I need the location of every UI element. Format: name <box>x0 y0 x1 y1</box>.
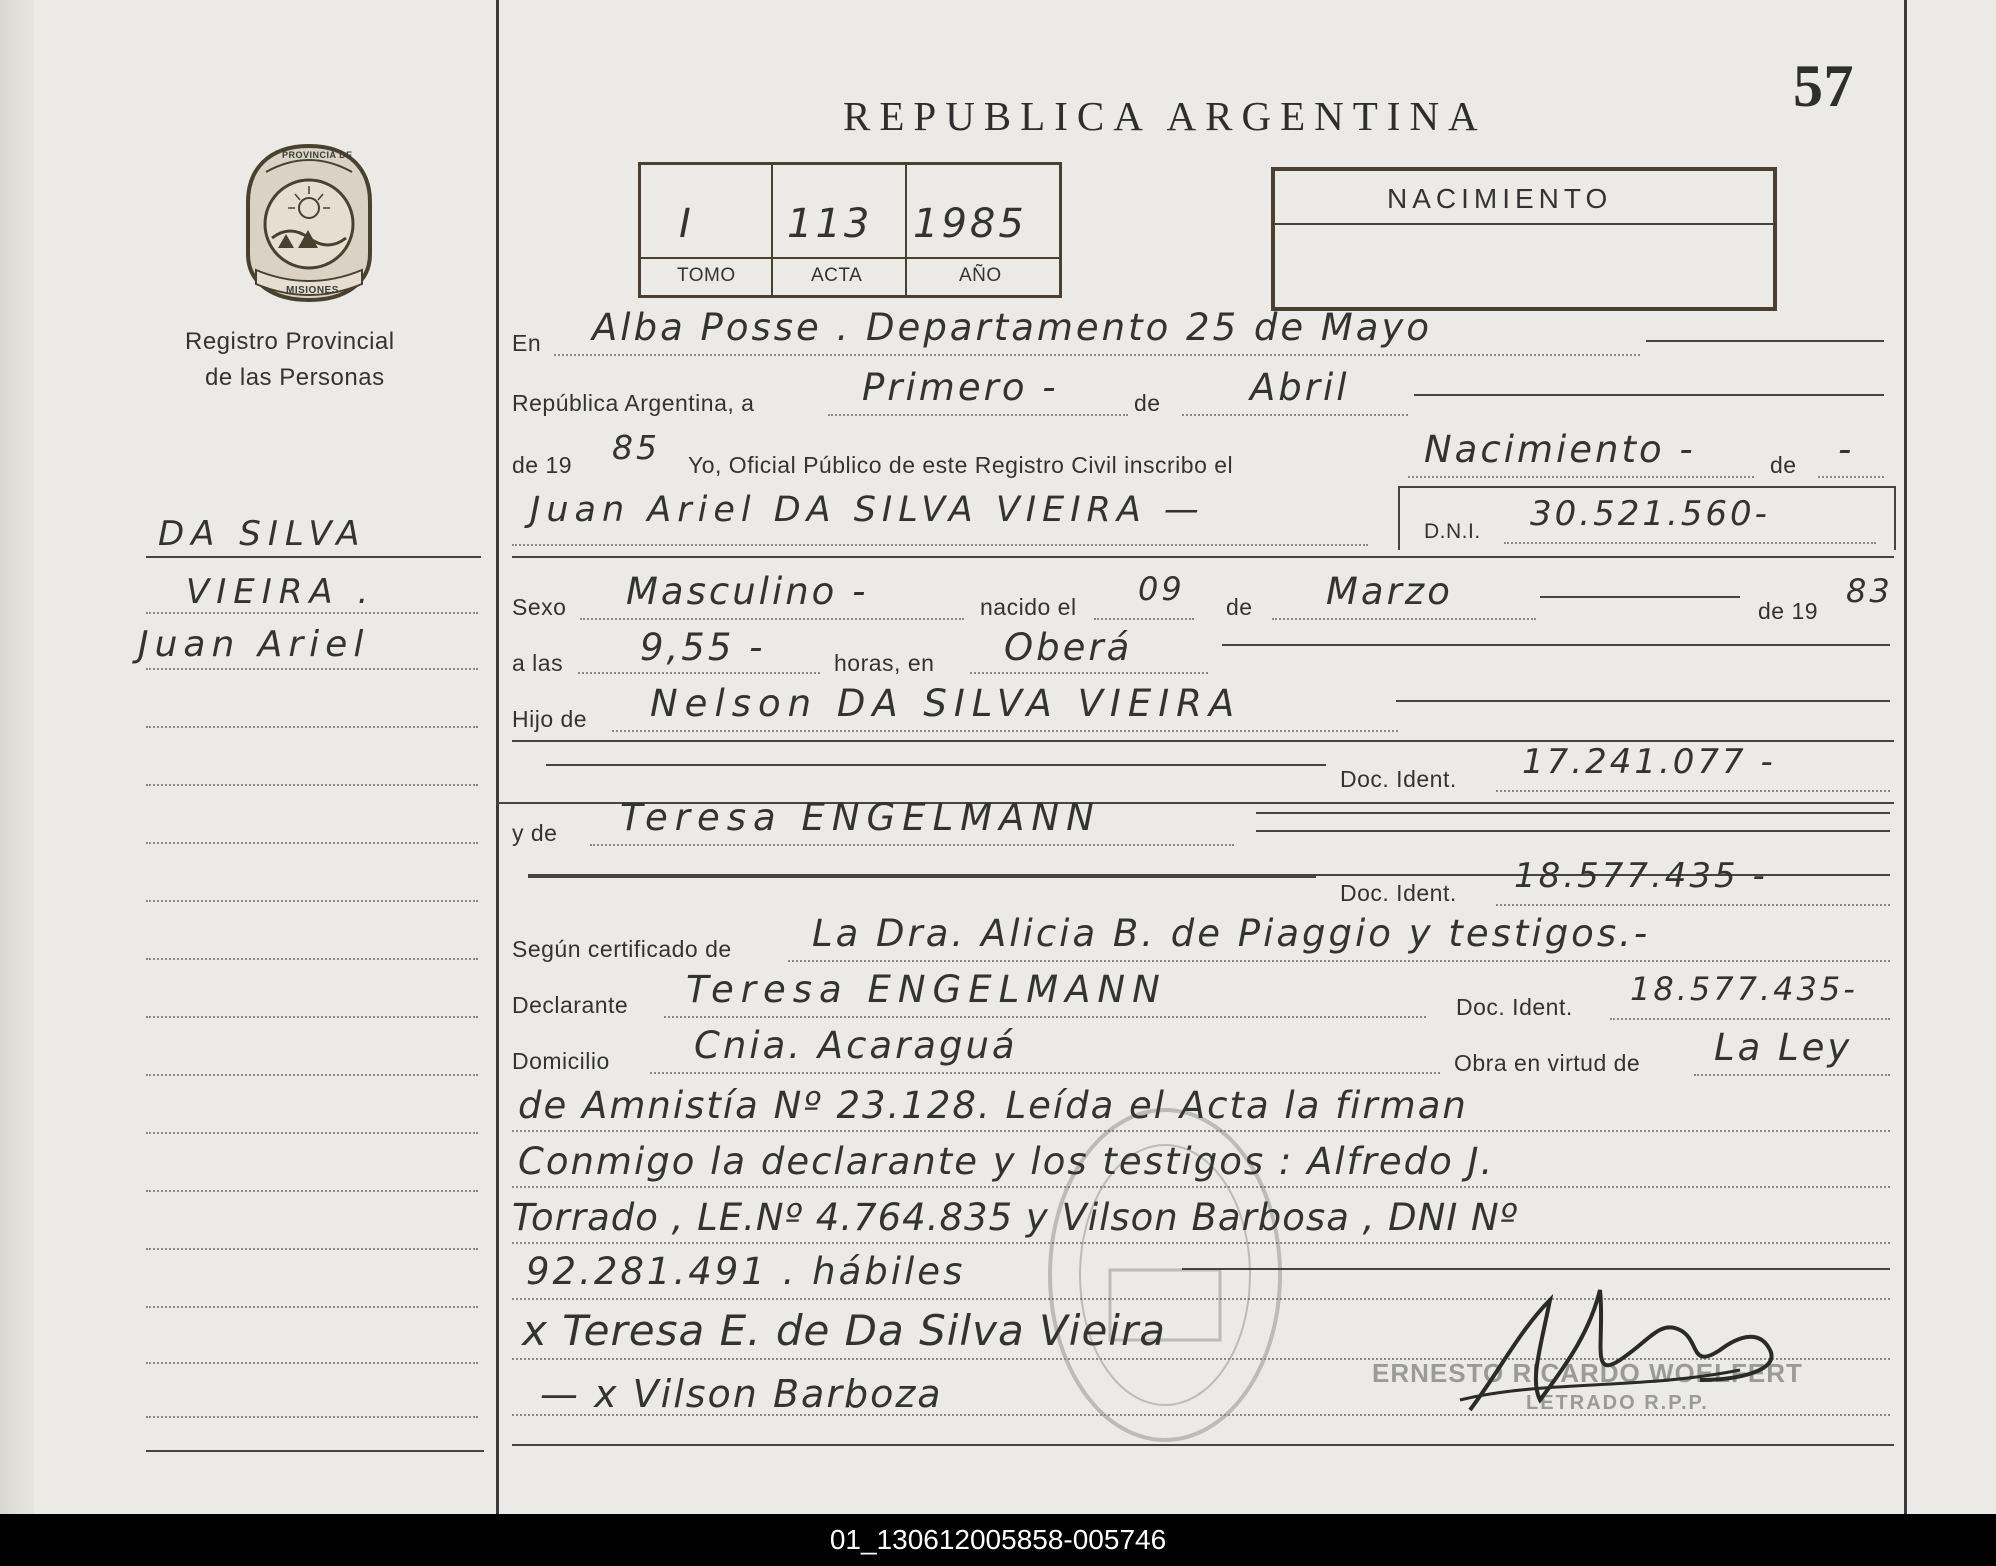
birth-place: Oberá <box>1004 626 1133 669</box>
declarante-label: Declarante <box>512 992 629 1018</box>
acta-label: ACTA <box>811 265 863 286</box>
act-type-box <box>1271 167 1777 311</box>
alas-label: a las <box>512 650 564 676</box>
anio-value: 1985 <box>913 201 1027 247</box>
notes-line-4: 92.281.491 . hábiles <box>526 1250 966 1293</box>
margin-given-name: Juan Ariel <box>138 624 370 665</box>
de-label-1: de <box>1134 390 1161 416</box>
margin-divider <box>496 0 499 1514</box>
de19-label-2: de 19 <box>1758 598 1819 624</box>
mother-doc: 18.577.435 - <box>1514 856 1768 896</box>
signature-1: x Teresa E. de Da Silva Vieira <box>522 1306 1166 1355</box>
registry-name-line1: Registro Provincial <box>185 328 395 355</box>
month-value: Abril <box>1250 366 1350 409</box>
obra-label: Obra en virtud de <box>1454 1050 1641 1076</box>
province-seal-icon <box>238 142 380 304</box>
record-number-box <box>638 162 1062 298</box>
seal-top-text: PROVINCIA DE <box>282 150 353 160</box>
de-label-3: de <box>1226 594 1253 620</box>
margin-surname-1: DA SILVA <box>158 514 367 554</box>
dni-label: D.N.I. <box>1424 520 1481 543</box>
declarante-doc: 18.577.435- <box>1630 970 1858 1008</box>
page-title: REPUBLICA ARGENTINA <box>843 93 1487 139</box>
sexo-label: Sexo <box>512 594 567 620</box>
notes-line-3: Torrado , LE.Nº 4.764.835 y Vilson Barbosa , DNI Nº <box>512 1196 1519 1239</box>
domicilio-value: Cnia. Acaraguá <box>694 1024 1018 1067</box>
birth-year: 83 <box>1846 572 1893 610</box>
hijo-label: Hijo de <box>512 706 588 732</box>
birth-time: 9,55 - <box>640 626 766 669</box>
day-value: Primero - <box>862 366 1059 409</box>
doc-label-1: Doc. Ident. <box>1340 766 1457 792</box>
doc-label-3: Doc. Ident. <box>1456 994 1573 1020</box>
book-spine <box>0 0 34 1514</box>
official-stamp-icon <box>1040 1100 1290 1450</box>
yde-label: y de <box>512 820 558 846</box>
act-type-title: NACIMIENTO <box>1387 183 1613 214</box>
page-number: 57 <box>1793 53 1854 119</box>
obra-value: La Ley <box>1714 1026 1853 1069</box>
stamp-title: LETRADO R.P.P. <box>1526 1392 1709 1414</box>
mother-name: Teresa ENGELMANN <box>620 796 1101 839</box>
domicilio-label: Domicilio <box>512 1048 610 1074</box>
image-id-footer: 01_130612005858-005746 <box>0 1514 1996 1566</box>
nacido-label: nacido el <box>980 594 1077 620</box>
official-signature-icon <box>1440 1260 1820 1430</box>
signature-2: — x Vilson Barboza <box>540 1372 943 1416</box>
oficial-text: Yo, Oficial Público de este Registro Civil inscribo el <box>688 452 1234 478</box>
en-label: En <box>512 330 542 356</box>
acta-value: 113 <box>787 201 873 247</box>
de19-label: de 19 <box>512 452 573 478</box>
tomo-value: I <box>679 201 694 247</box>
seal-bottom-text: MISIONES <box>286 285 339 296</box>
year-value: 85 <box>612 428 660 467</box>
notes-line-2: Conmigo la declarante y los testigos : Alfredo J. <box>518 1140 1495 1183</box>
act-type-value: Nacimiento - <box>1424 428 1696 471</box>
certificate-value: La Dra. Alicia B. de Piaggio y testigos.- <box>812 912 1651 955</box>
segun-label: Según certificado de <box>512 936 732 962</box>
de-label-2: de <box>1770 452 1797 478</box>
person-name: Juan Ariel DA SILVA VIEIRA — <box>530 490 1205 530</box>
margin-surname-2: VIEIRA . <box>186 572 376 612</box>
father-name: Nelson DA SILVA VIEIRA <box>650 682 1242 725</box>
republica-label: República Argentina, a <box>512 390 755 416</box>
birth-month: Marzo <box>1326 570 1453 613</box>
birth-day: 09 <box>1138 570 1185 608</box>
sexo-value: Masculino - <box>626 570 869 613</box>
de-value: - <box>1838 428 1855 471</box>
tomo-label: TOMO <box>677 265 736 286</box>
anio-label: AÑO <box>959 265 1002 286</box>
margin-underline <box>146 556 481 558</box>
declarante-value: Teresa ENGELMANN <box>686 968 1167 1011</box>
father-doc: 17.241.077 - <box>1522 742 1776 782</box>
registry-name-line2: de las Personas <box>205 364 385 391</box>
notes-line-1: de Amnistía Nº 23.128. Leída el Acta la firman <box>518 1084 1468 1127</box>
stamp-name: ERNESTO RICARDO WOELFERT <box>1372 1358 1803 1388</box>
right-border <box>1904 0 1907 1514</box>
horas-label: horas, en <box>834 650 935 676</box>
doc-label-2: Doc. Ident. <box>1340 880 1457 906</box>
place-value: Alba Posse . Departamento 25 de Mayo <box>592 306 1433 349</box>
dni-value: 30.521.560- <box>1530 494 1770 534</box>
